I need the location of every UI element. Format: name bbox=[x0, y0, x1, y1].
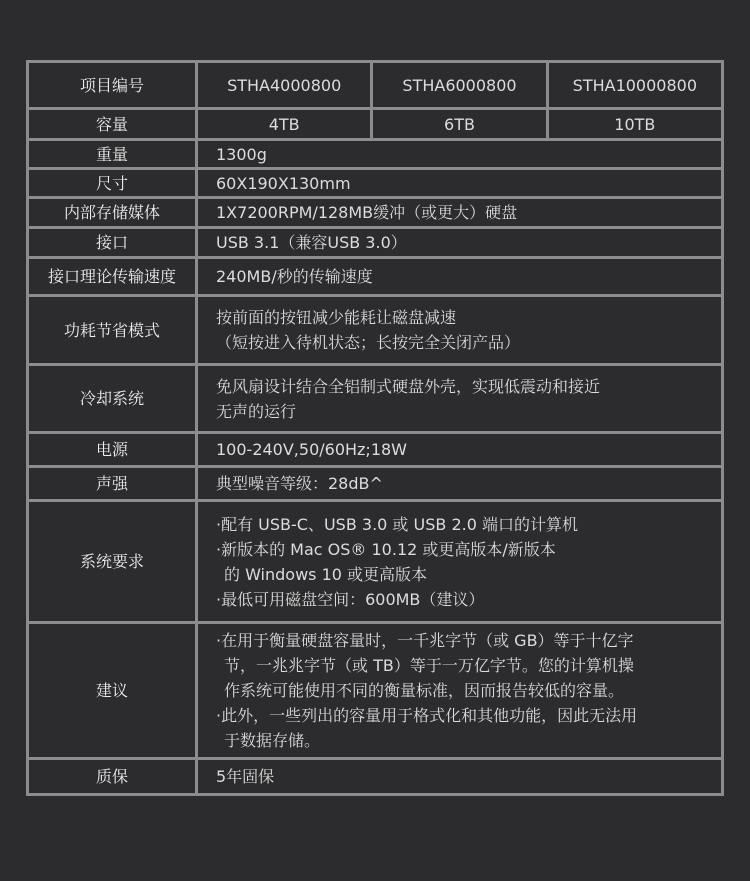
row-label: 内部存储媒体 bbox=[28, 198, 197, 228]
capacity-cell: 4TB bbox=[197, 109, 372, 140]
row-value bbox=[197, 623, 723, 759]
model-cell: STHA10000800 bbox=[547, 62, 722, 109]
row-label: 尺寸 bbox=[28, 169, 197, 198]
row-storage-media bbox=[28, 198, 723, 228]
capacity-cell: 6TB bbox=[372, 109, 547, 140]
model-cell: STHA6000800 bbox=[372, 62, 547, 109]
row-recommendations bbox=[28, 623, 723, 759]
value-line: （短按进入待机状态；长按完全关闭产品） bbox=[216, 333, 521, 352]
value-line: 免风扇设计结合全铝制式硬盘外壳，实现低震动和接近 bbox=[216, 376, 601, 396]
value-line: ·新版本的 Mac OS® 10.12 或更高版本/新版本 bbox=[216, 539, 556, 559]
row-value: 典型噪音等级：28dB^ bbox=[197, 467, 723, 501]
row-label: 容量 bbox=[28, 109, 197, 140]
row-value: 1300g bbox=[197, 140, 723, 169]
value-line: 无声的运行 bbox=[216, 401, 297, 421]
row-label: 系统要求 bbox=[28, 501, 197, 623]
value-line: 节，一兆兆字节（或 TB）等于一万亿字节。您的计算机操 bbox=[224, 656, 634, 675]
value-line: ·最低可用磁盘空间：600MB（建议） bbox=[216, 589, 485, 609]
row-label: 建议 bbox=[28, 623, 197, 759]
row-model-number bbox=[28, 62, 723, 109]
row-value: 240MB/秒的传输速度 bbox=[197, 258, 723, 296]
row-value bbox=[197, 501, 723, 623]
row-label: 电源 bbox=[28, 433, 197, 467]
capacity-cell: 10TB bbox=[547, 109, 722, 140]
value-line: 的 Windows 10 或更高版本 bbox=[224, 564, 428, 584]
row-label: 功耗节省模式 bbox=[28, 296, 197, 365]
row-label: 冷却系统 bbox=[28, 365, 197, 433]
value-line: ·配有 USB-C、USB 3.0 或 USB 2.0 端口的计算机 bbox=[216, 514, 578, 534]
row-dimensions bbox=[28, 169, 723, 198]
row-cooling bbox=[28, 365, 723, 433]
model-cell: STHA4000800 bbox=[197, 62, 372, 109]
row-capacity bbox=[28, 109, 723, 140]
row-system-requirements bbox=[28, 501, 723, 623]
value-line: 作系统可能使用不同的衡量标准，因而报告较低的容量。 bbox=[224, 681, 625, 700]
row-label: 重量 bbox=[28, 140, 197, 169]
value-line: ·在用于衡量硬盘容量时，一千兆字节（或 GB）等于十亿字 bbox=[216, 631, 634, 650]
value-line: 于数据存储。 bbox=[224, 731, 321, 750]
row-value: 5年固保 bbox=[197, 759, 723, 795]
spec-table bbox=[26, 60, 724, 796]
value-line: ·此外，一些列出的容量用于格式化和其他功能，因此无法用 bbox=[216, 706, 638, 725]
row-value: USB 3.1（兼容USB 3.0） bbox=[197, 228, 723, 258]
row-power-saving bbox=[28, 296, 723, 365]
row-label: 接口 bbox=[28, 228, 197, 258]
row-label: 声强 bbox=[28, 467, 197, 501]
row-label: 项目编号 bbox=[28, 62, 197, 109]
row-transfer-speed bbox=[28, 258, 723, 296]
row-weight bbox=[28, 140, 723, 169]
row-power-supply bbox=[28, 433, 723, 467]
value-line: 按前面的按钮减少能耗让磁盘减速 bbox=[216, 308, 457, 327]
row-label: 质保 bbox=[28, 759, 197, 795]
row-warranty bbox=[28, 759, 723, 795]
row-interface bbox=[28, 228, 723, 258]
row-label: 接口理论传输速度 bbox=[28, 258, 197, 296]
row-value: 100-240V,50/60Hz;18W bbox=[197, 433, 723, 467]
row-value bbox=[197, 365, 723, 433]
row-noise-level bbox=[28, 467, 723, 501]
row-value: 60X190X130mm bbox=[197, 169, 723, 198]
row-value bbox=[197, 296, 723, 365]
row-value: 1X7200RPM/128MB缓冲（或更大）硬盘 bbox=[197, 198, 723, 228]
